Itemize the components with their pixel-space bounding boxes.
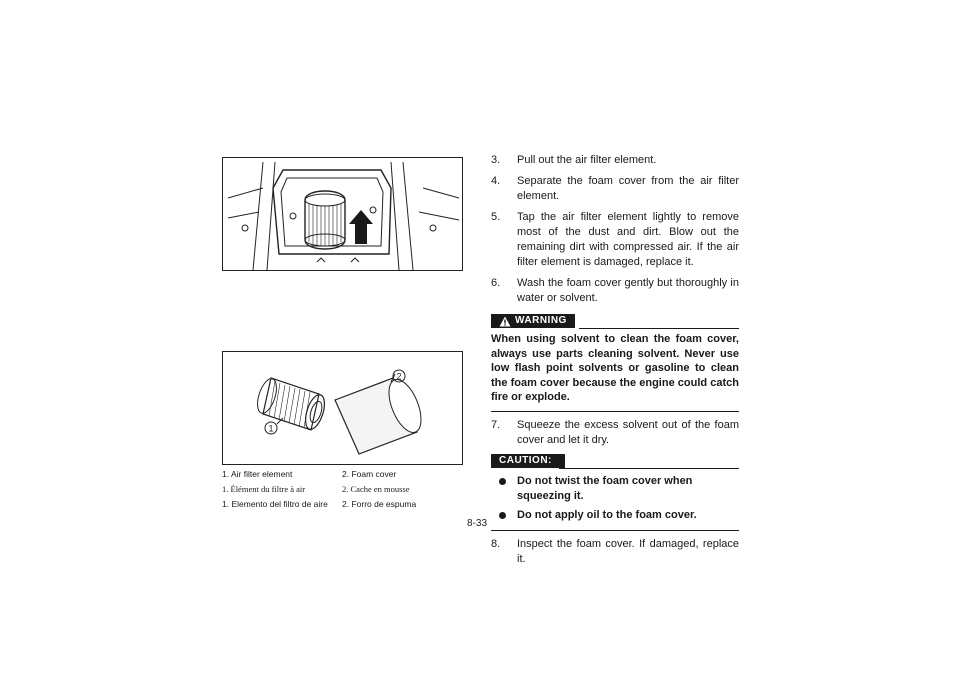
step-item [491, 276, 739, 306]
warning-badge [491, 314, 575, 328]
legend-row-french [222, 484, 472, 496]
caution-end-rule [491, 530, 739, 531]
bullet-icon [491, 508, 517, 524]
legend-row-spanish [222, 499, 472, 511]
step-number: 5. [491, 211, 501, 223]
step-item [491, 210, 739, 270]
step-text: Tap the air filter element lightly to remove most of the dust and dirt. Blow out the remaining dirt with compressed air. If the air filter element is damaged, replace it. [517, 211, 739, 268]
legend-item: 1. Elemento del filtro de aire [222, 499, 328, 509]
step-item [491, 418, 739, 448]
step-text: Pull out the air filter element. [517, 154, 657, 166]
step-item [491, 174, 739, 204]
legend-item: 2. Forro de espuma [342, 499, 417, 509]
step-number: 8. [491, 537, 501, 550]
caution-bullet-text: Do not apply oil to the foam cover. [517, 508, 697, 521]
warning-header [491, 314, 739, 330]
step-text: Wash the foam cover gently but thoroughly in water or solvent. [517, 277, 739, 304]
warning-end-rule [491, 411, 739, 412]
caution-header [491, 454, 739, 470]
figure-filter-parts [222, 351, 463, 465]
caution-rule [559, 468, 739, 469]
bullet-icon [491, 474, 517, 504]
lift-arrow [349, 210, 373, 244]
instructions-column [491, 153, 739, 573]
step-number: 7. [491, 418, 501, 431]
figure-air-box [222, 157, 463, 271]
air-box-illustration [223, 158, 462, 270]
caution-bullet-text: Do not twist the foam cover when squeezing it. [517, 474, 693, 502]
caution-badge [491, 454, 565, 468]
step-number: 3. [491, 154, 501, 166]
filter-parts-illustration [223, 352, 462, 464]
step-item [491, 153, 739, 168]
legend-item: 1. Air filter element [222, 469, 293, 479]
step-text: Separate the foam cover from the air filter element. [517, 175, 739, 202]
step-number: 6. [491, 277, 501, 289]
warning-rule [579, 328, 739, 329]
step-number: 4. [491, 175, 501, 187]
page-number: 8-33 [467, 518, 488, 529]
step-text: Squeeze the excess solvent out of the foam cover and let it dry. [517, 418, 739, 446]
caution-label: CAUTION: [499, 454, 552, 466]
warning-text: When using solvent to clean the foam cover, always use parts cleaning solvent. Never use low flash point solvents or gasoline to clean the foam cover because the engine could catch fire or explode. [491, 333, 739, 404]
caution-bullet [491, 508, 739, 524]
step-text: Inspect the foam cover. If damaged, replace it. [517, 537, 739, 565]
legend-row-english [222, 469, 472, 481]
callout-2: 2 [396, 371, 402, 382]
warning-label: WARNING [515, 315, 567, 326]
legend-item: 2. Foam cover [342, 469, 397, 479]
warning-triangle-icon [499, 316, 511, 327]
callout-1: 1 [268, 423, 274, 434]
caution-bullet [491, 474, 739, 504]
legend-item: 2. Cache en mousse [342, 484, 410, 494]
legend-item: 1. Élément du filtre à air [222, 484, 306, 494]
step-item [491, 537, 739, 567]
